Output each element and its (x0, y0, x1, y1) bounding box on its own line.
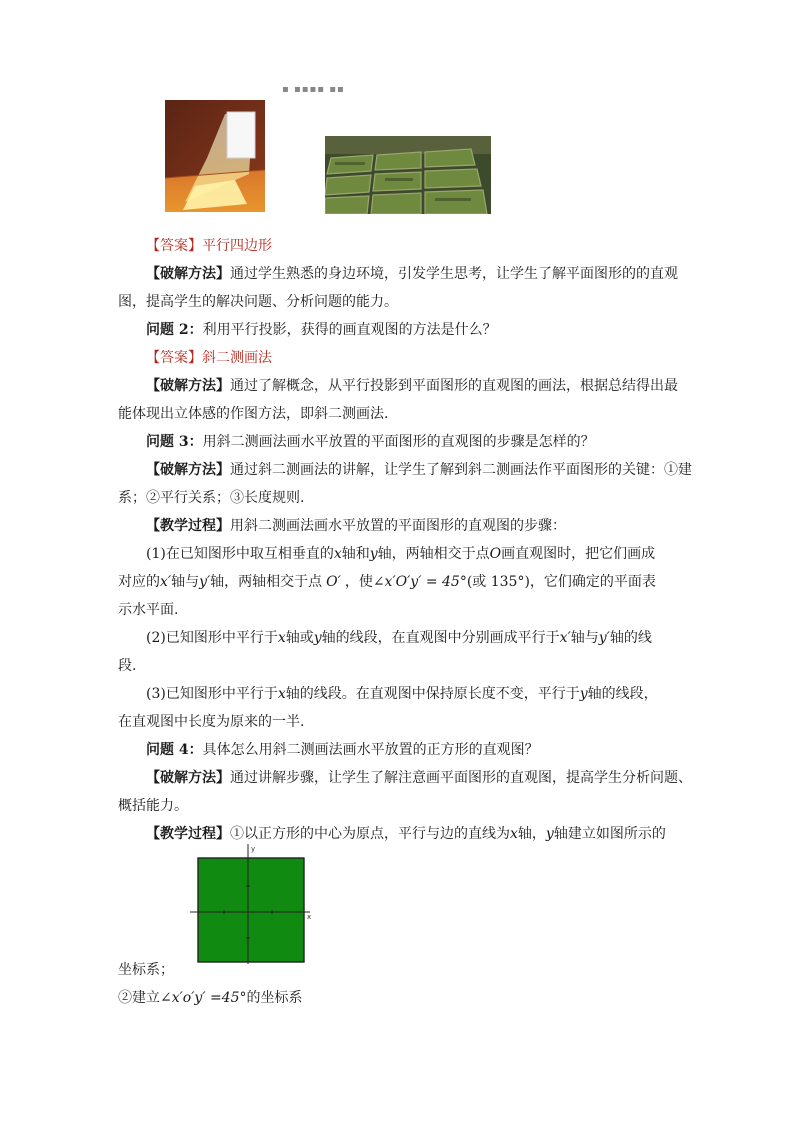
axis-x-label: x (307, 913, 312, 921)
math-var: O′ (326, 574, 341, 590)
field-plots-photo (325, 136, 491, 214)
method-tag: 【破解方法】 (146, 266, 230, 282)
teaching-2-line-c (118, 984, 678, 1012)
method-1-line-b (118, 288, 678, 316)
step-3-line-a (146, 680, 706, 708)
step-text: 轴与 (570, 630, 599, 646)
method-text: 能体现出立体感的作图方法，即斜二测画法. (118, 406, 389, 422)
method-2-line-a (146, 372, 706, 400)
math-var: x′ (160, 574, 172, 590)
method-3-line-b (118, 484, 678, 512)
step-2-line-b (118, 652, 678, 680)
step-text: 在直观图中长度为原来的一半. (118, 714, 305, 730)
step-text: 轴或 (285, 630, 314, 646)
math-var: x (277, 686, 286, 702)
step-text: 示水平面. (118, 602, 179, 618)
math-var: y′ (199, 574, 211, 590)
method-text: 概括能力。 (118, 798, 188, 814)
step-3-line-b (118, 708, 678, 736)
step-text: 轴的线段，在直观图中分别画成平行于 (321, 630, 560, 646)
method-text: 图，提高学生的解决问题、分析问题的能力。 (118, 294, 398, 310)
step-text: (或 135°)，它们确定的平面表 (466, 574, 656, 590)
math-var: x (277, 630, 286, 646)
step-1-line-b (118, 568, 678, 596)
method-text: 通过了解概念，从平行投影到平面图形的直观图的画法，根据总结得出最 (230, 378, 678, 394)
step-text: (3)已知图形中平行于 (146, 686, 278, 702)
teaching-1-line (146, 512, 706, 540)
math-var: x (333, 546, 342, 562)
answer-tag: 【答案】 (146, 350, 202, 366)
teaching-text: 用斜二测画法画水平放置的平面图形的直观图的步骤： (230, 518, 566, 534)
step-text: (1)在已知图形中取互相垂直的 (146, 546, 334, 562)
axis-y-label: y (251, 845, 256, 853)
method-tag: 【破解方法】 (146, 770, 230, 786)
step-text: 轴，两轴相交于点 (377, 546, 490, 562)
math-var: x′ (559, 630, 571, 646)
step-text: 轴的线段， (587, 686, 658, 702)
question-text: 用斜二测画法画水平放置的平面图形的直观图的步骤是怎样的？ (202, 434, 595, 450)
figure-row (165, 86, 495, 216)
step-text: 轴的线段。在直观图中保持原长度不变，平行于 (285, 686, 580, 702)
step-text: 轴，两轴相交于点 (210, 574, 323, 590)
teaching-text: 轴， (517, 826, 546, 842)
answer-1-line (146, 232, 706, 260)
method-tag: 【破解方法】 (146, 378, 230, 394)
teaching-tag: 【教学过程】 (146, 518, 230, 534)
step-text: 轴与 (171, 574, 200, 590)
step-text: 对应的 (118, 574, 160, 590)
question-tag: 问题 3： (146, 434, 203, 450)
question-2-line (146, 316, 706, 344)
math-var: O (489, 546, 502, 562)
teaching-2-line-b (118, 956, 678, 984)
step-text: (2)已知图形中平行于 (146, 630, 278, 646)
question-text: 利用平行投影，获得的画直观图的方法是什么？ (202, 322, 497, 338)
teaching-text: 坐标系； (118, 962, 174, 978)
answer-text: 斜二测画法 (202, 350, 272, 366)
math-var: x (510, 826, 518, 842)
method-text: 系；②平行关系；③长度规则. (118, 490, 305, 506)
math-var: y (369, 546, 378, 562)
step-text: ，使 (344, 574, 373, 590)
answer-text: 平行四边形 (202, 238, 272, 254)
question-3-line (146, 428, 706, 456)
teaching-text: ②建立 (118, 990, 160, 1006)
math-angle: ∠x′O′y′ = 45° (372, 574, 467, 590)
green-square (198, 858, 304, 962)
square-coordinate-figure (188, 842, 314, 966)
window-shadow-photo (165, 100, 265, 212)
method-1-line-a (146, 260, 706, 288)
step-text: 画直观图时，把它们画成 (501, 546, 656, 562)
math-angle: ∠x′o′y′ =45° (160, 990, 247, 1006)
answer-2-line (146, 344, 706, 372)
teaching-text: 的坐标系 (246, 990, 303, 1006)
method-text: 通过斜二测画法的讲解，让学生了解到斜二测画法作平面图形的关键：①建 (230, 462, 692, 478)
answer-tag: 【答案】 (146, 238, 202, 254)
faint-caption-text: ▪ ▪▪▪▪ ▪▪ (282, 84, 345, 95)
math-var: y′ (598, 630, 610, 646)
method-4-line-b (118, 792, 678, 820)
step-text: 轴和 (341, 546, 370, 562)
method-4-line-a (146, 764, 706, 792)
question-text: 具体怎么用斜二测画法画水平放置的正方形的直观图？ (202, 742, 539, 758)
teaching-text: ①以正方形的中心为原点，平行与边的直线为 (230, 826, 510, 842)
question-tag: 问题 4： (146, 742, 203, 758)
method-3-line-a (146, 456, 706, 484)
teaching-tag: 【教学过程】 (146, 826, 230, 842)
method-tag: 【破解方法】 (146, 462, 230, 478)
step-text: 段. (118, 658, 137, 674)
step-1-line-a (146, 540, 706, 568)
question-4-line (146, 736, 706, 764)
step-2-line-a (146, 624, 706, 652)
method-text: 通过学生熟悉的身边环境，引发学生思考，让学生了解平面图形的的直观 (230, 266, 678, 282)
math-var: y (579, 686, 588, 702)
math-var: y (313, 630, 322, 646)
method-text: 通过讲解步骤，让学生了解注意画平面图形的直观图，提高学生分析问题、 (230, 770, 692, 786)
method-2-line-b (118, 400, 678, 428)
step-text: 轴的线 (609, 630, 652, 646)
step-1-line-c (118, 596, 678, 624)
math-var: y (545, 826, 554, 842)
question-tag: 问题 2： (146, 322, 203, 338)
teaching-text: 轴建立如图所示的 (553, 826, 666, 842)
